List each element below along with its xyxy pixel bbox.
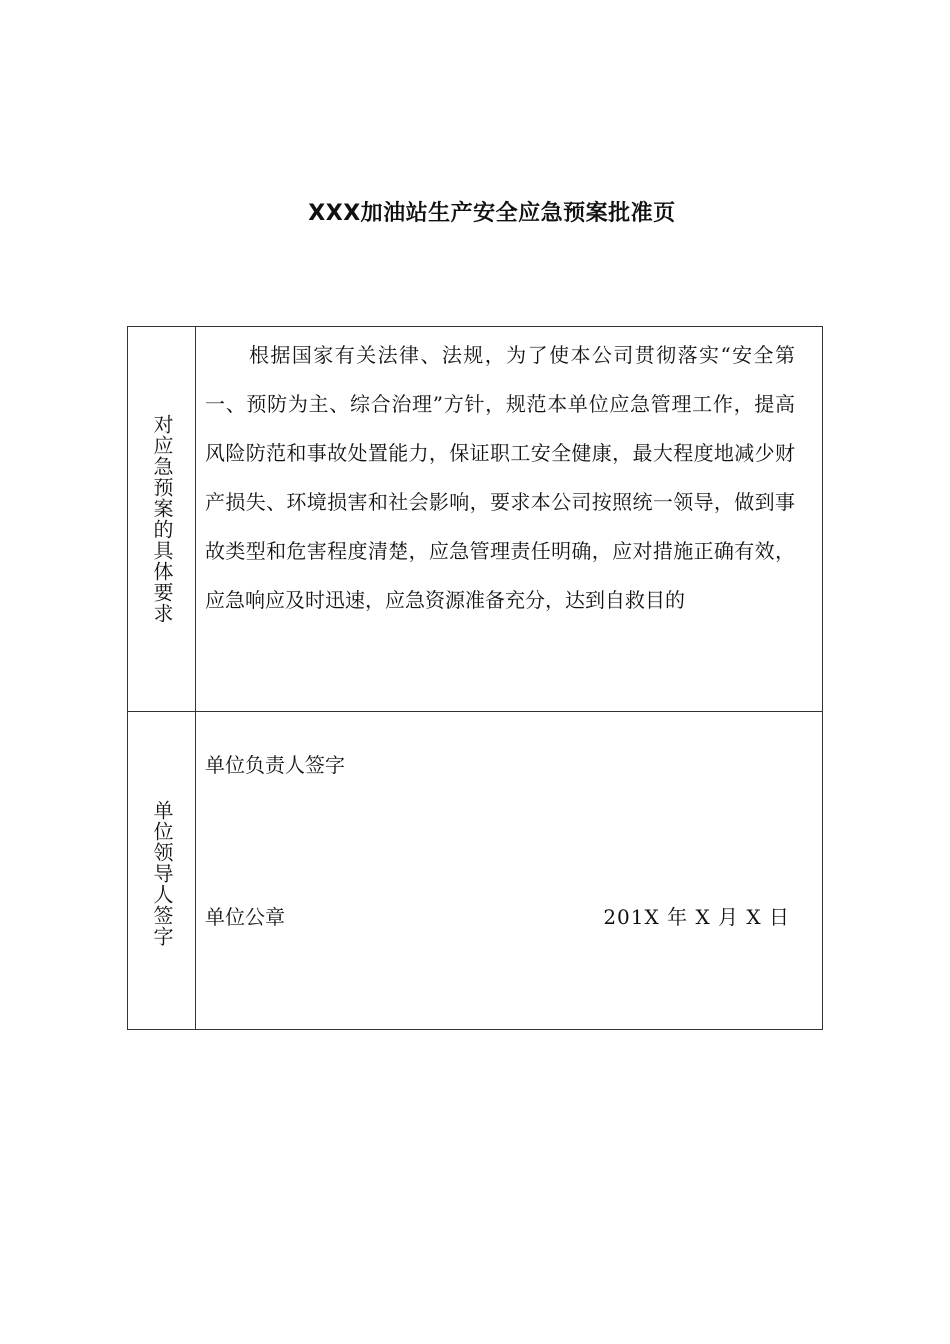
unit-seal-label: 单位公章 xyxy=(205,905,285,929)
approval-date: 201X 年 X 月 X 日 xyxy=(603,905,790,929)
requirements-text: 根据国家有关法律、法规，为了使本公司贯彻落实“安全第一、预防为主、综合治理”方针，规范本单位应急管理工作，提高风险防范和事故处置能力，保证职工安全健康，最大程度地减少财产损失、环境损害和社会影响，要求本公司按照统一领导，做到事故类型和危害程度清楚，应急管理责任明确，应对措施正确有效，应急响应及时迅速，应急资源准备充分，达到自救目的 xyxy=(205,343,795,612)
unit-head-signature-label: 单位负责人签字 xyxy=(205,753,345,777)
row-divider xyxy=(128,711,822,712)
document-title: XXX加油站生产安全应急预案批准页 xyxy=(308,201,676,226)
approval-table xyxy=(127,326,823,1030)
requirements-row-label: 对应急预案的具体要求 xyxy=(150,414,174,624)
signature-row-label: 单位领导人签字 xyxy=(150,799,174,947)
column-divider xyxy=(195,327,196,1029)
